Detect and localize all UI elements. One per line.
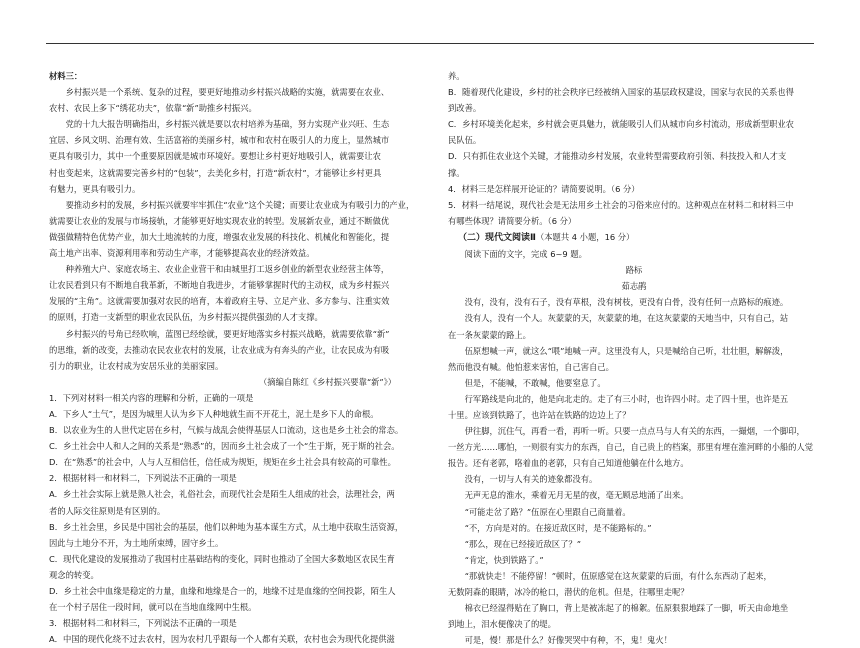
body-line: 种养殖大户、家庭农场主、农业企业营干和由城里打工返乡创业的新型农业经营主体等， — [65, 264, 390, 275]
body-line: 村也变起来，这就需要完善乡村的“包装”，去美化乡村，打造“新农村”，才能够让乡村更具 — [49, 167, 382, 178]
top-rule — [46, 43, 814, 44]
option: D．乡土社会中血缘是稳定的力量，血缘和地缘是合一的，地缘不过是血缘的空间投影，陌生人 — [49, 586, 396, 596]
story-line: 一丝方光……哪怕，一则很有实力的东西，自己，自己贵上的档案，那里有埋在淮河畔的小船的人觉 — [448, 442, 814, 453]
story-line: “不，方向是对的。在接近敌区时，是不能路标的。” — [464, 522, 652, 533]
story-line: “那么，现在已经接近敌区了？” — [464, 538, 581, 549]
option: 撑。 — [448, 167, 465, 178]
story-line: 行军路线是向北的，他是向北走的。走了有三小时，也许四小时。走了四十里，也许是五 — [464, 393, 789, 404]
story-line: 到地上，泪水便像决了的堤。 — [448, 619, 556, 630]
story-line: 报告。还有老郭，咯着血的老郭，只有自己知道他躺在什么地方。 — [448, 458, 689, 469]
body-line: 养。 — [448, 71, 465, 81]
story-line: 无声无息的淮水，乘着无月无星的夜，毫无顾忌地涌了出来。 — [464, 490, 689, 501]
option: B．随着现代化建设，乡村的社会秩序已经被纳入国家的基层政权建设，国家与农民的关系也得 — [448, 87, 794, 98]
story-line: “那就快走！不能停留！”顿时，伍原感觉在这灰蒙蒙的后面，有什么东西动了起来， — [464, 570, 772, 581]
body-line: 引力的职业，让农村成为安居乐业的美丽家园。 — [49, 360, 224, 371]
body-line: 要推动乡村的发展，乡村振兴就要牢牢抓住“农业”这个关键；而要让农业成为有吸引力的产业， — [65, 199, 415, 210]
story-line: 可是，慢！那是什么？好像哭哭中有种，不，鬼！鬼火！ — [464, 635, 673, 646]
body-line: 让农民看到只有不断地自我革新，不断地自我进步，才能够掌握时代的主动权，成为乡村振兴 — [49, 280, 390, 291]
material-three-label: 材料三： — [49, 71, 83, 81]
question-2: 2．根据材料一和材料二，下列说法不正确的一项是 — [49, 473, 237, 484]
question-5: 有哪些体现？请简要分析。（6 分） — [448, 215, 577, 226]
option: A．下乡人“土气”，是因为城里人认为乡下人种地就生而不开花土，泥土是乡下人的命根。 — [49, 408, 379, 419]
question-3: 3．根据材料二和材料三，下列说法不正确的一项是 — [49, 618, 237, 629]
story-line: “肯定，快到铁路了。” — [464, 554, 544, 565]
story-line: “可能走岔了路？”伍原在心里跟自己商量着。 — [464, 506, 631, 517]
option: 在一个村子居住一段时间，就可以在当地血缘网中生根。 — [49, 602, 257, 613]
body-line: 发展的“主角”。这就需要加强对农民的培育，本着政府主导、立足产业、多方参与、注重实效 — [49, 296, 390, 307]
body-line: 农村、农民上多下“绣花功夫”，依靠“新”助推乡村振兴。 — [49, 103, 257, 114]
option: C．乡土社会中人和人之间的关系是“熟悉”的，因而乡土社会成了一个“生于斯，死于斯的社会。 — [49, 441, 400, 452]
option: C．乡村环境美化起来，乡村就会更具魅力，就能吸引人们从城市向乡村流动，形成新型职业农 — [448, 119, 794, 130]
story-line: 没有，一切与人有关的迹象都没有。 — [464, 474, 598, 485]
story-line: 然而他没有喊。他怕惹来害怕，自己害自己。 — [448, 361, 614, 372]
body-line: 的原则，打造一支新型的职业农民队伍，为乡村振兴提供强劲的人才支撑。 — [49, 312, 323, 323]
body-line: 乡村振兴的号角已经吹响，蓝图已经绘就，要更好地落实乡村振兴战略，就需要依靠“新” — [65, 328, 390, 339]
question-1: 1．下列对材料一相关内容的理解和分析，正确的一项是 — [49, 392, 254, 403]
question-4: 4．材料三是怎样展开论证的？请简要说明。（6 分） — [448, 183, 640, 194]
body-line: 做强做精特色优势产业，加大土地流转的力度，增强农业发展的科技化、机械化和智能化，提 — [49, 231, 390, 242]
story-line: 无数阴森的眼睛，冰冷的枪口，潜伏的危机。但是，往哪里走呢？ — [448, 587, 689, 597]
section-note: （本题共 4 小题，16 分） — [535, 231, 635, 242]
story-line: 伍原想喊一声，就这么“喂”地喊一声。这里没有人，只是喊给自己听，壮壮胆，解解泼， — [464, 345, 789, 356]
citation: （摘编自陈红《乡村振兴要靠“新”》） — [259, 376, 397, 387]
option: 因此与土地分不开，为土地所束缚，固守乡土。 — [49, 537, 224, 548]
story-line: 没有人，没有一个人。灰蒙蒙的天，灰蒙蒙的地，在这灰蒙蒙的天地当中，只有自己，站 — [464, 313, 789, 324]
body-line: 高土地产出率、资源利用率和劳动生产率，才能够提高农业的经济效益。 — [49, 248, 315, 259]
story-title: 路标 — [625, 265, 643, 276]
option: 民队伍。 — [448, 135, 482, 146]
option: A．中国的现代化绕不过去农村，因为农村几乎跟每一个人都有关联，农村也会为现代化提供滋 — [49, 634, 395, 645]
body-line: 乡村振兴是一个系统、复杂的过程，要更好地推动乡村振兴战略的实施，就需要在农业、 — [65, 87, 390, 98]
story-line: 在一条灰蒙蒙的路上。 — [448, 329, 531, 340]
section-title: （二）现代文阅读Ⅱ — [458, 232, 536, 243]
story-line: 伊往脚，沉住气，再看一看，再听一听。只要一点点马与人有关的东西，一撮烟，一个脚印， — [464, 426, 805, 437]
option: B．乡土社会里，乡民是中国社会的基层，他们以种地为基本谋生方式，从土地中获取生活资源， — [49, 521, 404, 532]
story-line: 没有，没有，没有石子，没有草根，没有树枝，更没有白骨，没有任何一点路标的痕迹。 — [464, 297, 789, 308]
body-line: 就需要让农业的发展与市场接轨，才能够更好地实现农业的转型。发展新农业，通过不断做优 — [49, 215, 390, 226]
option: 观念的转变。 — [49, 569, 99, 580]
option: B．以农业为生的人世代定居在乡村，气候与战乱会使得基层人口流动，这也是乡土社会的常态。 — [49, 425, 404, 436]
left-column — [49, 68, 419, 647]
option: D．在“熟悉”的社会中，人与人互相信任，信任成为规矩，规矩在乡土社会具有较高的可靠性。 — [49, 457, 396, 468]
option: 者的人际交往原则是有区别的。 — [49, 505, 166, 516]
story-line: 十里。应该到铁路了，也许站在铁路的边边上了？ — [448, 409, 631, 420]
story-line: 但是，不能喊，不敢喊，他要窒息了。 — [464, 377, 606, 388]
body-line: 宜居、乡风文明、治理有效、生活富裕的美丽乡村，城市和农村在吸引人的力度上，显然城市 — [49, 135, 390, 146]
right-column — [448, 68, 820, 648]
body-line: 更具有吸引力，其中一个重要原因就是城市环境好。要想让乡村更好地吸引人，就需要让农 — [49, 151, 381, 162]
option: C．现代化建设的发展推动了我国村庄基础结构的变化，同时也推动了全国大多数地区农民生育 — [49, 553, 395, 564]
option: A．乡土社会实际上就是熟人社会，礼俗社会，而现代社会是陌生人组成的社会，法理社会，两 — [49, 489, 395, 500]
option: 到改善。 — [448, 103, 482, 114]
story-author: 茹志鹃 — [621, 281, 647, 292]
story-line: 棉衣已经湿得贴在了胸口，背上是被冻起了的棉絮。伍原狠狠地踩了一脚，听天由命地坐 — [464, 603, 789, 614]
option: D．只有抓住农业这个关键，才能推动乡村发展，农业转型需要政府引领、科技投入和人才支 — [448, 151, 787, 162]
body-line: 的思维，新的改变，去推动农民农业农村的发展，让农业成为有奔头的产业，让农民成为有吸 — [49, 344, 390, 355]
body-line: 有魅力，更具有吸引力。 — [49, 183, 141, 194]
body-line: 党的十九大报告明确指出，乡村振兴就是要以农村培养为基础，努力实现产业兴旺、生态 — [65, 119, 390, 130]
instruction: 阅读下面的文字，完成 6~9 题。 — [464, 249, 587, 260]
section-heading — [448, 229, 820, 246]
question-5: 5．材料一结尾说，现代社会是无法用乡土社会的习俗来应付的。这种观点在材料二和材料三中 — [448, 199, 794, 210]
